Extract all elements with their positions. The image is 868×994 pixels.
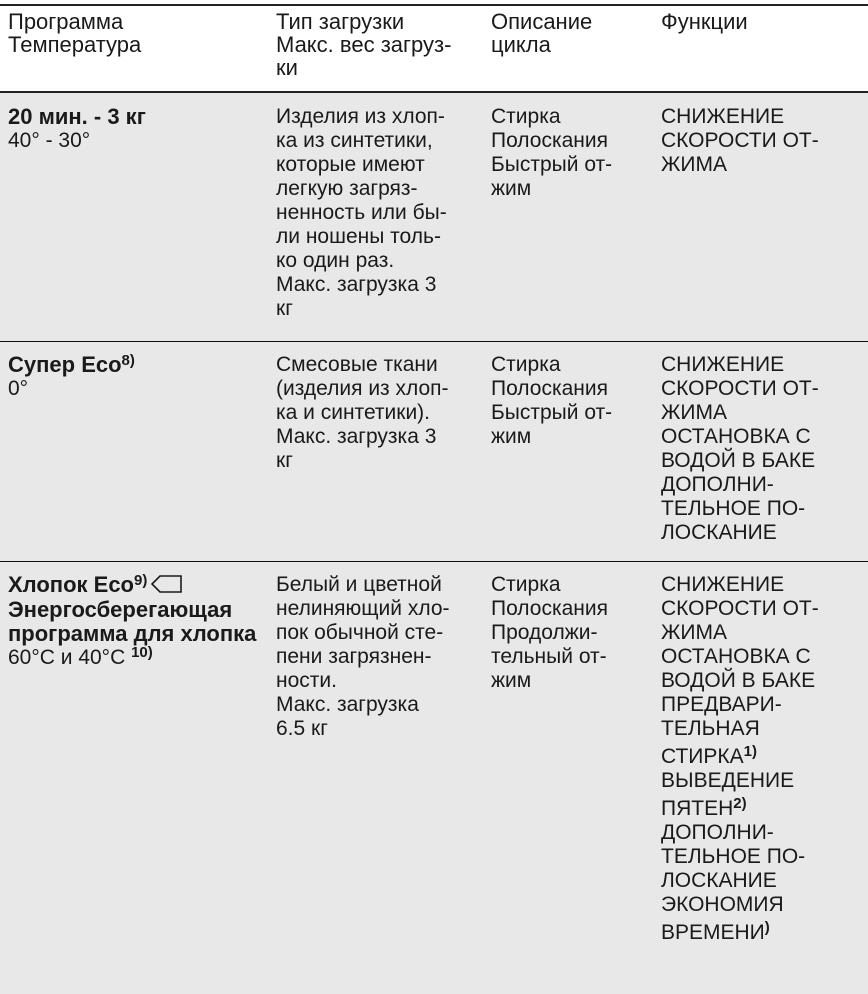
program-temperature: 40° - 30° (8, 129, 91, 152)
function-prewash: СТИРКА (661, 745, 744, 768)
cycle-text: Стирка (491, 573, 561, 596)
function-text: ЖИМА (661, 621, 727, 644)
table-row (0, 93, 868, 342)
header-text: Макс. вес загруз- (276, 32, 452, 57)
program-temperature: 0° (8, 377, 29, 400)
header-text: Тип загрузки (276, 9, 405, 34)
footnote-marker: 9) (134, 572, 148, 589)
program-temperature (8, 646, 270, 670)
program-cell (8, 353, 270, 401)
cycle-text: Стирка (491, 353, 561, 376)
function-text: СКОРОСТИ ОТ- (661, 597, 819, 620)
footnote-marker: 8) (121, 352, 135, 369)
load-text: ко один раз. (276, 249, 395, 272)
function-text (661, 917, 861, 945)
footnote-marker: 2) (733, 795, 747, 812)
load-text: кг (276, 297, 293, 320)
table-row (0, 342, 868, 562)
cycle-text: жим (491, 425, 532, 448)
function-text: ТЕЛЬНОЕ ПО- (661, 845, 806, 868)
function-text: ЭКОНОМИЯ (661, 893, 784, 916)
header-text: ки (276, 55, 298, 80)
program-subtitle: Энергосберегающая (8, 597, 233, 622)
load-text: ка и синтетики). (276, 401, 431, 424)
function-text: ВОДОЙ В БАКЕ (661, 669, 816, 692)
program-cell (8, 573, 270, 670)
load-text: 6.5 кг (276, 717, 328, 740)
program-name-text: Хлопок Eco (8, 572, 134, 597)
load-text: кг (276, 449, 293, 472)
load-text: пени загрязнен- (276, 645, 432, 668)
function-text: ЖИМА (661, 153, 727, 176)
load-text: Белый и цветной (276, 573, 442, 596)
cycle-text: Быстрый от- (491, 153, 613, 176)
cycle-text: Стирка (491, 105, 561, 128)
cycle-text: Полоскания (491, 129, 609, 152)
load-text: Макс. загрузка 3 (276, 425, 437, 448)
cycle-cell (491, 105, 651, 201)
load-cell (276, 573, 482, 741)
program-name: 20 мин. - 3 кг (8, 104, 146, 129)
functions-cell (661, 105, 861, 177)
function-text: ВОДОЙ В БАКЕ (661, 449, 816, 472)
function-time: ВРЕМЕНИ (661, 921, 765, 944)
header-program-temperature (8, 10, 270, 56)
function-text: СКОРОСТИ ОТ- (661, 129, 819, 152)
cycle-cell (491, 353, 651, 449)
load-text: Изделия из хлоп- (276, 105, 445, 128)
header-cycle-description (491, 10, 651, 56)
load-text: легкую загряз- (276, 177, 418, 200)
functions-cell (661, 353, 861, 545)
footnote-marker: 10) (131, 644, 153, 661)
header-text: Температура (8, 32, 142, 57)
function-text: ДОПОЛНИ- (661, 473, 774, 496)
load-text: Макс. загрузка 3 (276, 273, 437, 296)
cycle-text: тельный от- (491, 645, 607, 668)
load-text: ка из синтетики, (276, 129, 433, 152)
function-text: ЛОСКАНИЕ (661, 869, 777, 892)
function-text: СКОРОСТИ ОТ- (661, 377, 819, 400)
cycle-text: Полоскания (491, 597, 609, 620)
function-text: ЖИМА (661, 401, 727, 424)
eco-tag-icon (151, 574, 183, 598)
header-text: Описание (491, 9, 593, 34)
program-name (8, 573, 270, 598)
function-text: ОСТАНОВКА С (661, 645, 811, 668)
function-text: ТЕЛЬНОЕ ПО- (661, 497, 806, 520)
table-header (0, 6, 868, 93)
header-functions (661, 10, 861, 33)
load-text: пок обычной сте- (276, 621, 444, 644)
header-load-type (276, 10, 482, 79)
header-text: Функции (661, 9, 748, 34)
load-text: ли ношены толь- (276, 225, 441, 248)
function-text: ВЫВЕДЕНИЕ (661, 769, 795, 792)
load-text: Макс. загрузка (276, 693, 419, 716)
temperature-text: 60°C и 40°C (8, 646, 126, 669)
function-stain: ПЯТЕН (661, 797, 734, 820)
function-text (661, 741, 861, 769)
footnote-marker: 1) (743, 743, 757, 760)
cycle-text: Полоскания (491, 377, 609, 400)
function-text: СНИЖЕНИЕ (661, 353, 785, 376)
functions-cell (661, 573, 861, 945)
program-cell (8, 105, 270, 153)
load-text: (изделия из хлоп- (276, 377, 449, 400)
program-name-text: Супер Eco (8, 352, 122, 377)
load-cell (276, 105, 482, 321)
function-text (661, 793, 861, 821)
function-text: ЛОСКАНИЕ (661, 521, 777, 544)
cycle-text: Продолжи- (491, 621, 598, 644)
load-text: ненность или бы- (276, 201, 447, 224)
header-text: Программа (8, 9, 124, 34)
load-cell (276, 353, 482, 473)
program-subtitle: программа для хлопка (8, 621, 257, 646)
cycle-text: Быстрый от- (491, 401, 613, 424)
function-text: ОСТАНОВКА С (661, 425, 811, 448)
cycle-cell (491, 573, 651, 693)
load-text: Смесовые ткани (276, 353, 438, 376)
load-text: которые имеют (276, 153, 425, 176)
function-text: ДОПОЛНИ- (661, 821, 774, 844)
cycle-text: жим (491, 669, 532, 692)
footnote-marker: ) (764, 919, 770, 936)
table-row (0, 562, 868, 994)
function-text: СНИЖЕНИЕ (661, 573, 785, 596)
load-text: нелиняющий хло- (276, 597, 450, 620)
cycle-text: жим (491, 177, 532, 200)
function-text: ПРЕДВАРИ- (661, 693, 782, 716)
function-text: ТЕЛЬНАЯ (661, 717, 760, 740)
load-text: ности. (276, 669, 337, 692)
function-text: СНИЖЕНИЕ (661, 105, 785, 128)
header-text: цикла (491, 32, 551, 57)
program-name (8, 353, 270, 377)
